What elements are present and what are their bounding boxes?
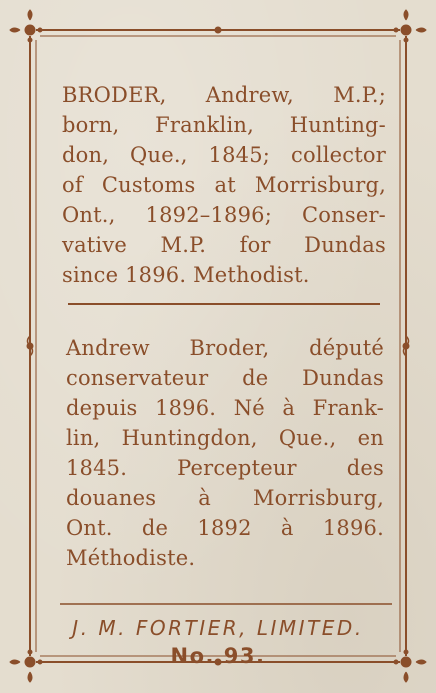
word: born,: [62, 113, 120, 137]
word: lin,: [66, 426, 101, 450]
word: of: [62, 173, 83, 197]
english-line: [62, 230, 386, 260]
word: M.P.: [160, 233, 207, 257]
word: des: [346, 456, 384, 480]
french-line: [66, 333, 384, 363]
word: Ont.: [66, 516, 113, 540]
word: 1892: [197, 516, 252, 540]
english-biography: [62, 80, 386, 290]
word: BRODER,: [62, 83, 167, 107]
publisher-name: J. M. FORTIER, LIMITED.: [72, 616, 364, 640]
word: Customs: [101, 173, 196, 197]
word: don,: [62, 143, 110, 167]
french-line: [66, 483, 384, 513]
english-line: [62, 170, 386, 200]
word: Que.,: [278, 426, 337, 450]
word: conservateur: [66, 366, 209, 390]
word: Dundas: [302, 366, 384, 390]
word: 1845;: [208, 143, 271, 167]
french-biography: [66, 333, 384, 573]
word: Dundas: [304, 233, 386, 257]
word: Franklin,: [155, 113, 254, 137]
word: for: [239, 233, 271, 257]
word: Percepteur: [177, 456, 297, 480]
word: Morrisburg,: [252, 486, 384, 510]
word: Broder,: [189, 336, 270, 360]
word: à: [198, 486, 211, 510]
corner-ornament-top-right: [394, 10, 426, 42]
french-line: [66, 543, 384, 573]
word: de: [141, 516, 169, 540]
word: 1896.: [155, 396, 217, 420]
english-line: [62, 200, 386, 230]
english-line: [62, 140, 386, 170]
word: Huntingdon,: [121, 426, 258, 450]
word: M.P.;: [333, 83, 386, 107]
word: vative: [62, 233, 128, 257]
word: Né: [233, 396, 265, 420]
french-line: [66, 513, 384, 543]
word: député: [309, 336, 384, 360]
french-line: [66, 363, 384, 393]
word: Frank-: [312, 396, 384, 420]
word: at: [214, 173, 236, 197]
word: Ont.,: [62, 203, 116, 227]
english-line: [62, 80, 386, 110]
french-line: [66, 393, 384, 423]
word: collector: [291, 143, 386, 167]
word: 1845.: [66, 456, 128, 480]
word: à: [282, 396, 296, 420]
top-ornament-center: [215, 27, 221, 33]
english-line-text: since 1896. Methodist.: [62, 263, 310, 287]
french-line-text: Méthodiste.: [66, 546, 196, 570]
word: Andrew,: [205, 83, 294, 107]
word: 1892–1896;: [145, 203, 272, 227]
corner-ornament-top-left: [10, 10, 42, 42]
word: Andrew: [66, 336, 150, 360]
word: douanes: [66, 486, 157, 510]
word: en: [357, 426, 384, 450]
english-line: [62, 260, 386, 290]
card-number: No. 93.: [170, 644, 266, 668]
word: depuis: [66, 396, 138, 420]
word: à: [280, 516, 294, 540]
word: Hunting-: [289, 113, 386, 137]
french-line: [66, 423, 384, 453]
english-line: [62, 110, 386, 140]
word: de: [242, 366, 269, 390]
word: Morrisburg,: [254, 173, 386, 197]
word: Que.,: [130, 143, 188, 167]
french-line: [66, 453, 384, 483]
word: Conser-: [302, 203, 386, 227]
word: 1896.: [322, 516, 384, 540]
